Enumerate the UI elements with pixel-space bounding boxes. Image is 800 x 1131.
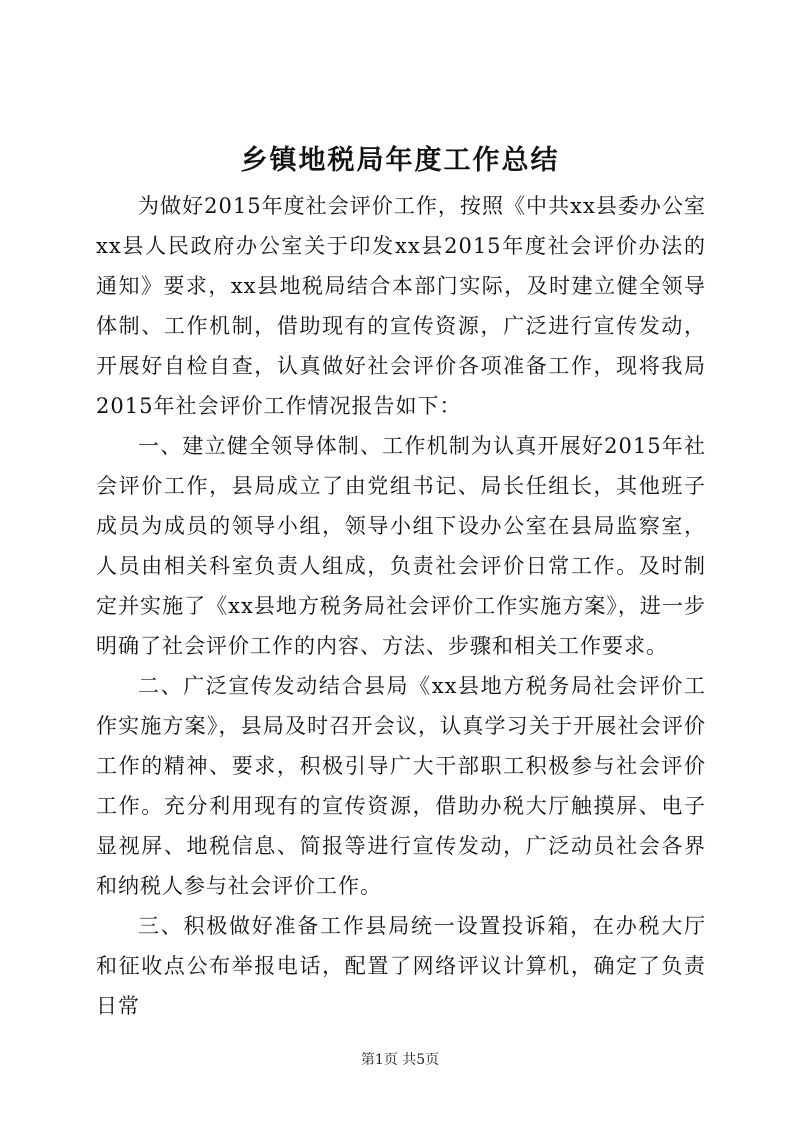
paragraph-section-1: 一、建立健全领导体制、工作机制为认真开展好2015年社会评价工作，县局成立了由党组书记、局长任组长，其他班子成员为成员的领导小组，领导小组下设办公室在县局监察室，人员由相关科室负责人组成，负责社会评价日常工作。及时制定并实施了《xx县地方税务局社会评价工作实施方案》，进一步明确了社会评价工作的内容、方法、步骤和相关工作要求。 xyxy=(96,434,706,658)
paragraph-section-2: 二、广泛宣传发动结合县局《xx县地方税务局社会评价工作实施方案》，县局及时召开会议，认真学习关于开展社会评价工作的精神、要求，积极引导广大干部职工积极参与社会评价工作。充分利用现有的宣传资源，借助办税大厅触摸屏、电子显视屏、地税信息、简报等进行宣传发动，广泛动员社会各界和纳税人参与社会评价工作。 xyxy=(96,674,706,898)
page-number-footer: 第1页 共5页 xyxy=(360,1052,440,1068)
document-title: 乡镇地税局年度工作总结 xyxy=(240,145,560,176)
document-body xyxy=(96,186,706,1026)
paragraph-intro: 为做好2015年度社会评价工作，按照《中共xx县委办公室xx县人民政府办公室关于印发xx县2015年度社会评价办法的通知》要求，xx县地税局结合本部门实际，及时建立健全领导体制、工作机制，借助现有的宣传资源，广泛进行宣传发动，开展好自检自查，认真做好社会评价各项准备工作，现将我局2015年社会评价工作情况报告如下： xyxy=(96,194,706,418)
paragraph-section-3: 三、积极做好准备工作县局统一设置投诉箱，在办税大厅和征收点公布举报电话，配置了网络评议计算机，确定了负责日常 xyxy=(96,914,706,1018)
